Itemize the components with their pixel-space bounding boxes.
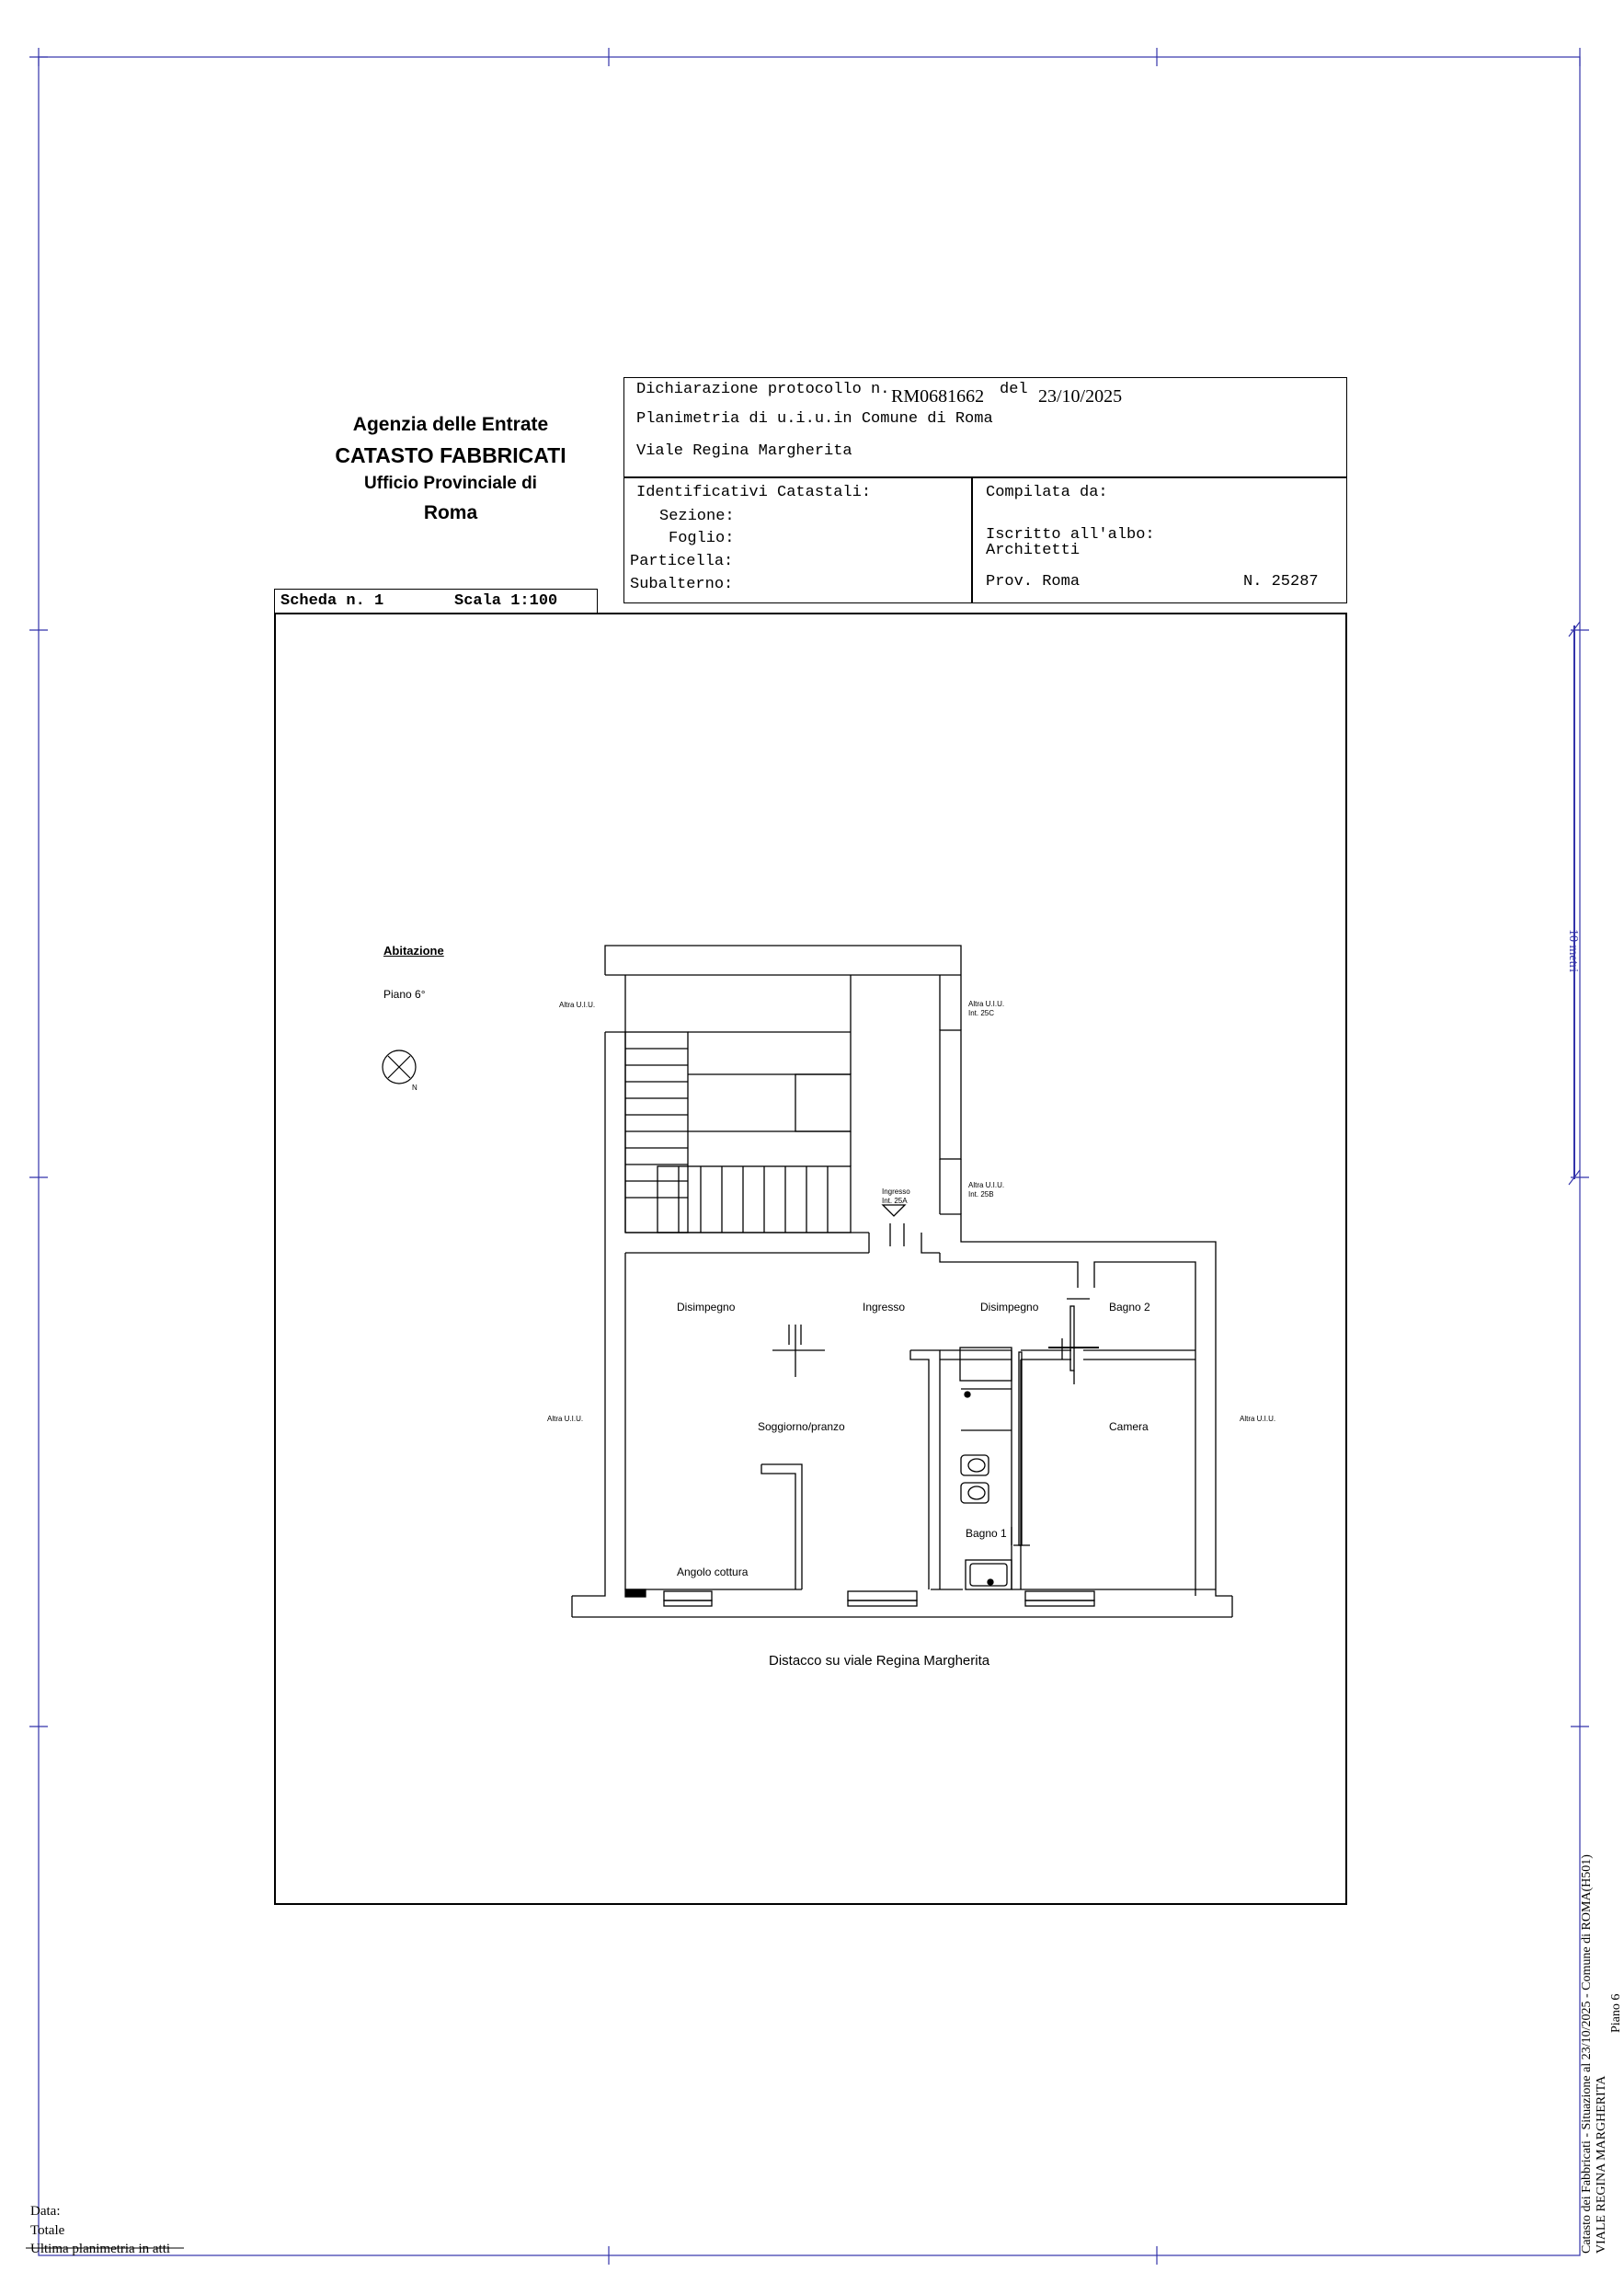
ingresso-int-line2: Int. 25A: [882, 1197, 908, 1205]
room-bagno2: Bagno 2: [1109, 1301, 1150, 1314]
albo-value: Architetti: [986, 542, 1081, 559]
room-disimpegno-right: Disimpegno: [980, 1301, 1039, 1314]
scheda-label: Scheda n. 1: [280, 592, 384, 610]
plan-frame: [274, 613, 1347, 1905]
side-info: [1580, 1854, 1624, 2254]
agency-office: Ufficio Provinciale di: [364, 474, 537, 493]
protocol-label: Dichiarazione protocollo n.: [636, 381, 890, 398]
agency-city: Roma: [423, 502, 478, 523]
north-label: N: [412, 1084, 417, 1092]
agency-name: Agenzia delle Entrate: [352, 414, 549, 435]
compiler-box: [971, 476, 1347, 603]
protocol-box: [623, 377, 1347, 478]
scheda-box: [274, 589, 598, 614]
sezione-label: Sezione:: [659, 508, 735, 525]
prov-value: Prov. Roma: [986, 573, 1081, 591]
protocol-date: 23/10/2025: [1038, 386, 1123, 407]
room-disimpegno-left: Disimpegno: [677, 1301, 736, 1314]
room-soggiorno: Soggiorno/pranzo: [758, 1420, 845, 1433]
altra-uiu-left: Altra U.I.U.: [547, 1415, 584, 1423]
footer-ultima: Ultima planimetria in atti: [30, 2242, 171, 2256]
side-info-line3: Piano 6: [1609, 1993, 1623, 2033]
identifiers-label: Identificativi Catastali:: [636, 484, 872, 501]
footer-totale: Totale: [30, 2223, 65, 2238]
plan-label: Planimetria di u.i.u.in Comune di Roma: [636, 410, 993, 428]
ingresso-int-line1: Ingresso: [882, 1187, 910, 1196]
plan-title: Abitazione: [383, 944, 444, 958]
north-arrow: [381, 1049, 417, 1085]
room-ingresso: Ingresso: [863, 1301, 906, 1314]
altra-uiu-25c-line2: Int. 25C: [968, 1009, 995, 1017]
room-camera: Camera: [1109, 1420, 1149, 1433]
room-bagno1: Bagno 1: [966, 1527, 1007, 1540]
plan-floor: Piano 6°: [383, 988, 426, 1001]
identifiers-box: [623, 476, 973, 603]
iscritto-label: Iscritto all'albo:: [986, 526, 1155, 544]
scale-label: Scala 1:100: [454, 592, 558, 610]
particella-label: Particella:: [630, 553, 734, 570]
footer-data: Data:: [30, 2204, 61, 2219]
compilata-label: Compilata da:: [986, 484, 1108, 501]
scale-bar-label: 10 metri: [1566, 929, 1580, 973]
altra-uiu-25b-line1: Altra U.I.U.: [968, 1181, 1005, 1189]
side-info-line1: Catasto dei Fabbricati - Situazione al 23/10/2025 - Comune di ROMA(H501): [1580, 1854, 1594, 2254]
room-angolo-cottura: Angolo cottura: [677, 1566, 749, 1578]
protocol-number: RM0681662: [891, 386, 985, 407]
foglio-label: Foglio:: [669, 530, 735, 547]
altra-uiu-25b-line2: Int. 25B: [968, 1190, 994, 1199]
registration-number: N. 25287: [1243, 573, 1319, 591]
compass-icon: [381, 1049, 429, 1096]
altra-uiu-25c-line1: Altra U.I.U.: [968, 1000, 1005, 1008]
altra-uiu-top-left: Altra U.I.U.: [559, 1001, 596, 1009]
agency-dept: CATASTO FABBRICATI: [335, 443, 566, 467]
address: Viale Regina Margherita: [636, 442, 852, 460]
distacco-label: Distacco su viale Regina Margherita: [769, 1653, 990, 1669]
date-label: del: [1000, 381, 1028, 398]
altra-uiu-right: Altra U.I.U.: [1240, 1415, 1276, 1423]
subalterno-label: Subalterno:: [630, 576, 734, 593]
side-info-line2: VIALE REGINA MARGHERITA: [1595, 2075, 1608, 2254]
